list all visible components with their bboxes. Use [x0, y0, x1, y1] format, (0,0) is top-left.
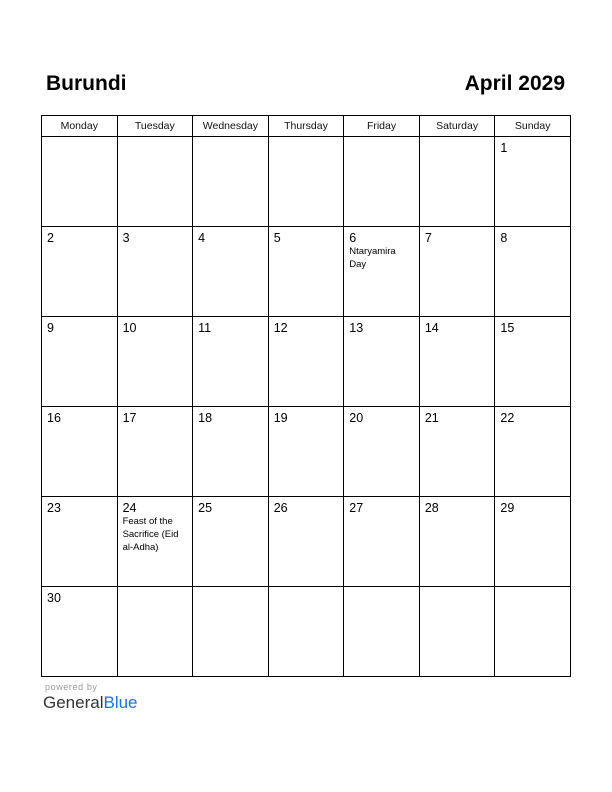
day-cell — [42, 137, 118, 227]
day-number: 4 — [198, 231, 206, 245]
day-cell — [193, 587, 269, 677]
day-cell — [419, 137, 495, 227]
day-cell — [419, 317, 495, 407]
weekday-friday: Friday — [344, 116, 420, 137]
day-number: 12 — [273, 321, 288, 335]
day-number: 9 — [47, 321, 54, 335]
day-cell — [193, 497, 269, 587]
brand-blue-text: Blue — [103, 693, 138, 712]
week-row — [42, 497, 571, 587]
weekday-wednesday: Wednesday — [193, 116, 269, 137]
day-number: 16 — [47, 411, 61, 425]
day-cell — [117, 317, 193, 407]
day-cell — [268, 137, 344, 227]
day-cell — [344, 317, 420, 407]
day-cell — [117, 587, 193, 677]
day-number: 11 — [198, 321, 212, 335]
day-number: 7 — [424, 231, 432, 245]
holiday-label: Ntaryamira Day — [349, 246, 396, 270]
day-number: 1 — [500, 141, 508, 155]
week-row — [42, 317, 571, 407]
brand-general-text: General — [43, 693, 104, 712]
day-number: 30 — [47, 591, 61, 605]
day-cell — [193, 407, 269, 497]
day-cell — [42, 227, 118, 317]
day-cell — [495, 587, 571, 677]
day-number: 26 — [273, 501, 288, 515]
day-number: 17 — [122, 411, 137, 425]
day-number: 20 — [349, 411, 364, 425]
day-number: 10 — [122, 321, 137, 335]
day-cell — [117, 407, 193, 497]
day-number: 19 — [273, 411, 288, 425]
brand-footer — [43, 682, 138, 713]
weekday-thursday: Thursday — [268, 116, 344, 137]
day-cell — [344, 497, 420, 587]
day-number: 23 — [47, 501, 61, 515]
day-cell — [42, 587, 118, 677]
day-number: 25 — [198, 501, 213, 515]
day-number: 6 — [349, 231, 357, 245]
day-cell — [42, 317, 118, 407]
day-cell — [344, 137, 420, 227]
day-cell — [419, 407, 495, 497]
weekday-header-row — [42, 116, 571, 137]
day-number: 22 — [500, 411, 515, 425]
day-number: 21 — [424, 411, 439, 425]
day-cell — [268, 587, 344, 677]
day-number: 5 — [273, 231, 281, 245]
day-cell — [419, 227, 495, 317]
month-year-title: April 2029 — [464, 72, 565, 95]
day-number: 14 — [424, 321, 439, 335]
day-cell — [344, 227, 420, 317]
day-cell — [495, 497, 571, 587]
weekday-tuesday: Tuesday — [117, 116, 193, 137]
day-number: 29 — [500, 501, 515, 515]
country-title: Burundi — [46, 72, 127, 95]
day-cell — [268, 317, 344, 407]
day-cell — [495, 407, 571, 497]
weekday-saturday: Saturday — [419, 116, 495, 137]
day-cell — [268, 407, 344, 497]
week-row — [42, 137, 571, 227]
day-number: 15 — [500, 321, 515, 335]
calendar-body — [42, 137, 571, 677]
day-cell — [495, 227, 571, 317]
day-cell — [268, 497, 344, 587]
day-cell — [495, 317, 571, 407]
day-cell — [193, 137, 269, 227]
day-cell — [42, 407, 118, 497]
powered-by-text: powered by — [45, 682, 98, 692]
day-cell — [268, 227, 344, 317]
calendar-grid — [41, 115, 571, 677]
day-cell — [344, 587, 420, 677]
day-number: 24 — [122, 501, 137, 515]
day-number: 28 — [424, 501, 439, 515]
week-row — [42, 587, 571, 677]
day-cell — [117, 137, 193, 227]
weekday-monday: Monday — [42, 116, 118, 137]
day-cell — [117, 497, 193, 587]
day-number: 27 — [349, 501, 364, 515]
day-cell — [42, 497, 118, 587]
day-number: 8 — [500, 231, 508, 245]
day-cell — [193, 317, 269, 407]
day-number: 13 — [349, 321, 364, 335]
day-cell — [495, 137, 571, 227]
week-row — [42, 227, 571, 317]
day-cell — [419, 587, 495, 677]
day-cell — [419, 497, 495, 587]
day-number: 18 — [198, 411, 213, 425]
day-cell — [117, 227, 193, 317]
day-number: 2 — [47, 231, 54, 245]
generalblue-logo — [43, 693, 138, 713]
holiday-label: Feast of the Sacrifice (Eid al-Adha) — [122, 516, 179, 553]
weekday-sunday: Sunday — [495, 116, 571, 137]
week-row — [42, 407, 571, 497]
day-cell — [344, 407, 420, 497]
day-cell — [193, 227, 269, 317]
day-number: 3 — [122, 231, 130, 245]
